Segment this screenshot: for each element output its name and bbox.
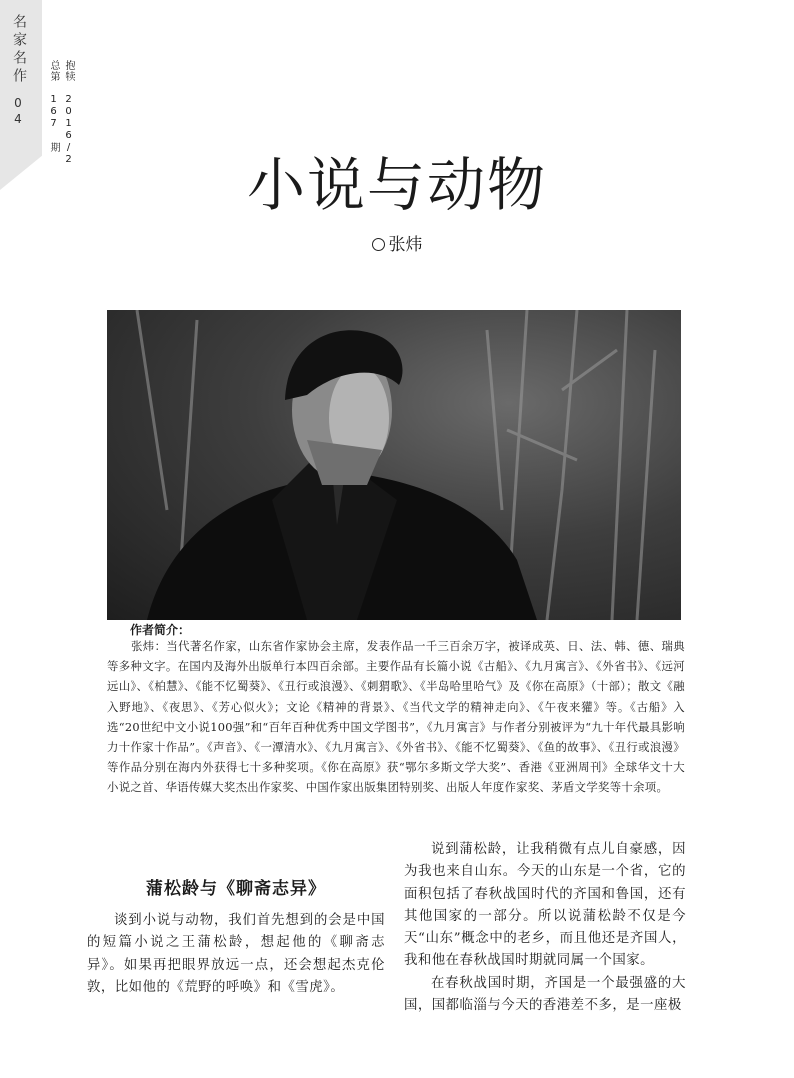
author-photo: [107, 310, 681, 620]
paragraph: 说到蒲松龄，让我稍微有点儿自豪感，因为我也来自山东。今天的山东是一个省，它的面积包括了春秋战国时代的齐国和鲁国，还有其他国家的一部分。所以说蒲松龄不仅是今天“山东”概念中的老乡，而且他还是齐国人，我和他在春秋战国时期就同属一个国家。: [404, 842, 686, 969]
bio-heading: 作者简介：: [130, 623, 191, 637]
body-column-left: [87, 910, 385, 999]
page-number: 04: [11, 96, 25, 128]
journal-issue: 抱犊 2016/2: [63, 60, 74, 166]
paragraph: 谈到小说与动物，我们首先想到的会是中国的短篇小说之王蒲松龄，想起他的《聊斋志异》。如果再把眼界放远一点，还会想起杰克伦敦，比如他的《荒野的呼唤》和《雪虎》。: [87, 913, 385, 995]
journal-total-issue: 总第 167 期: [48, 60, 59, 153]
bio-text: 张炜：当代著名作家，山东省作家协会主席，发表作品一千三百余万字，被译成英、日、法、韩、德、瑞典等多种文字。在国内及海外出版单行本四百余部。主要作品有长篇小说《古船》、《九月寓言》、《外省书》、《远河远山》、《柏慧》、《能不忆蜀葵》、《丑行或浪漫》、《刺猬歌》、《半岛哈里哈气》及《你在高原》（十部）；散文《融入野地》、《夜思》、《芳心似火》；文论《精神的背景》、《当代文学的精神走向》、《午夜来獾》等。《古船》入选“20世纪中文小说100强”和“百年百种优秀中国文学图书”，《九月寓言》与作者分别被评为“九十年代最具影响力十作家十作品”。《声音》、《一潭清水》、《九月寓言》、《外省书》、《能不忆蜀葵》、《鱼的故事》、《丑行或浪漫》等作品分别在海内外获得七十多种奖项。《你在高原》获“鄂尔多斯文学大奖”、香港《亚洲周刊》全球华文十大小说之首、华语传媒大奖杰出作家奖、中国作家出版集团特别奖、出版人年度作家奖、茅盾文学奖等十余项。: [107, 639, 685, 795]
body-column-right: [404, 839, 686, 1017]
author-name: 张炜: [388, 235, 423, 255]
article-title: 小说与动物: [246, 151, 547, 219]
paragraph: 在春秋战国时期，齐国是一个最强盛的大国，国都临淄与今天的香港差不多，是一座极: [404, 975, 686, 1014]
author-byline: [0, 230, 794, 255]
author-bio: [107, 620, 685, 798]
circle-icon: [372, 238, 385, 251]
author-portrait-illustration: [107, 310, 681, 620]
section-label: 名家名作: [11, 14, 27, 86]
section-heading: 蒲松龄与《聊斋志异》: [146, 879, 326, 899]
